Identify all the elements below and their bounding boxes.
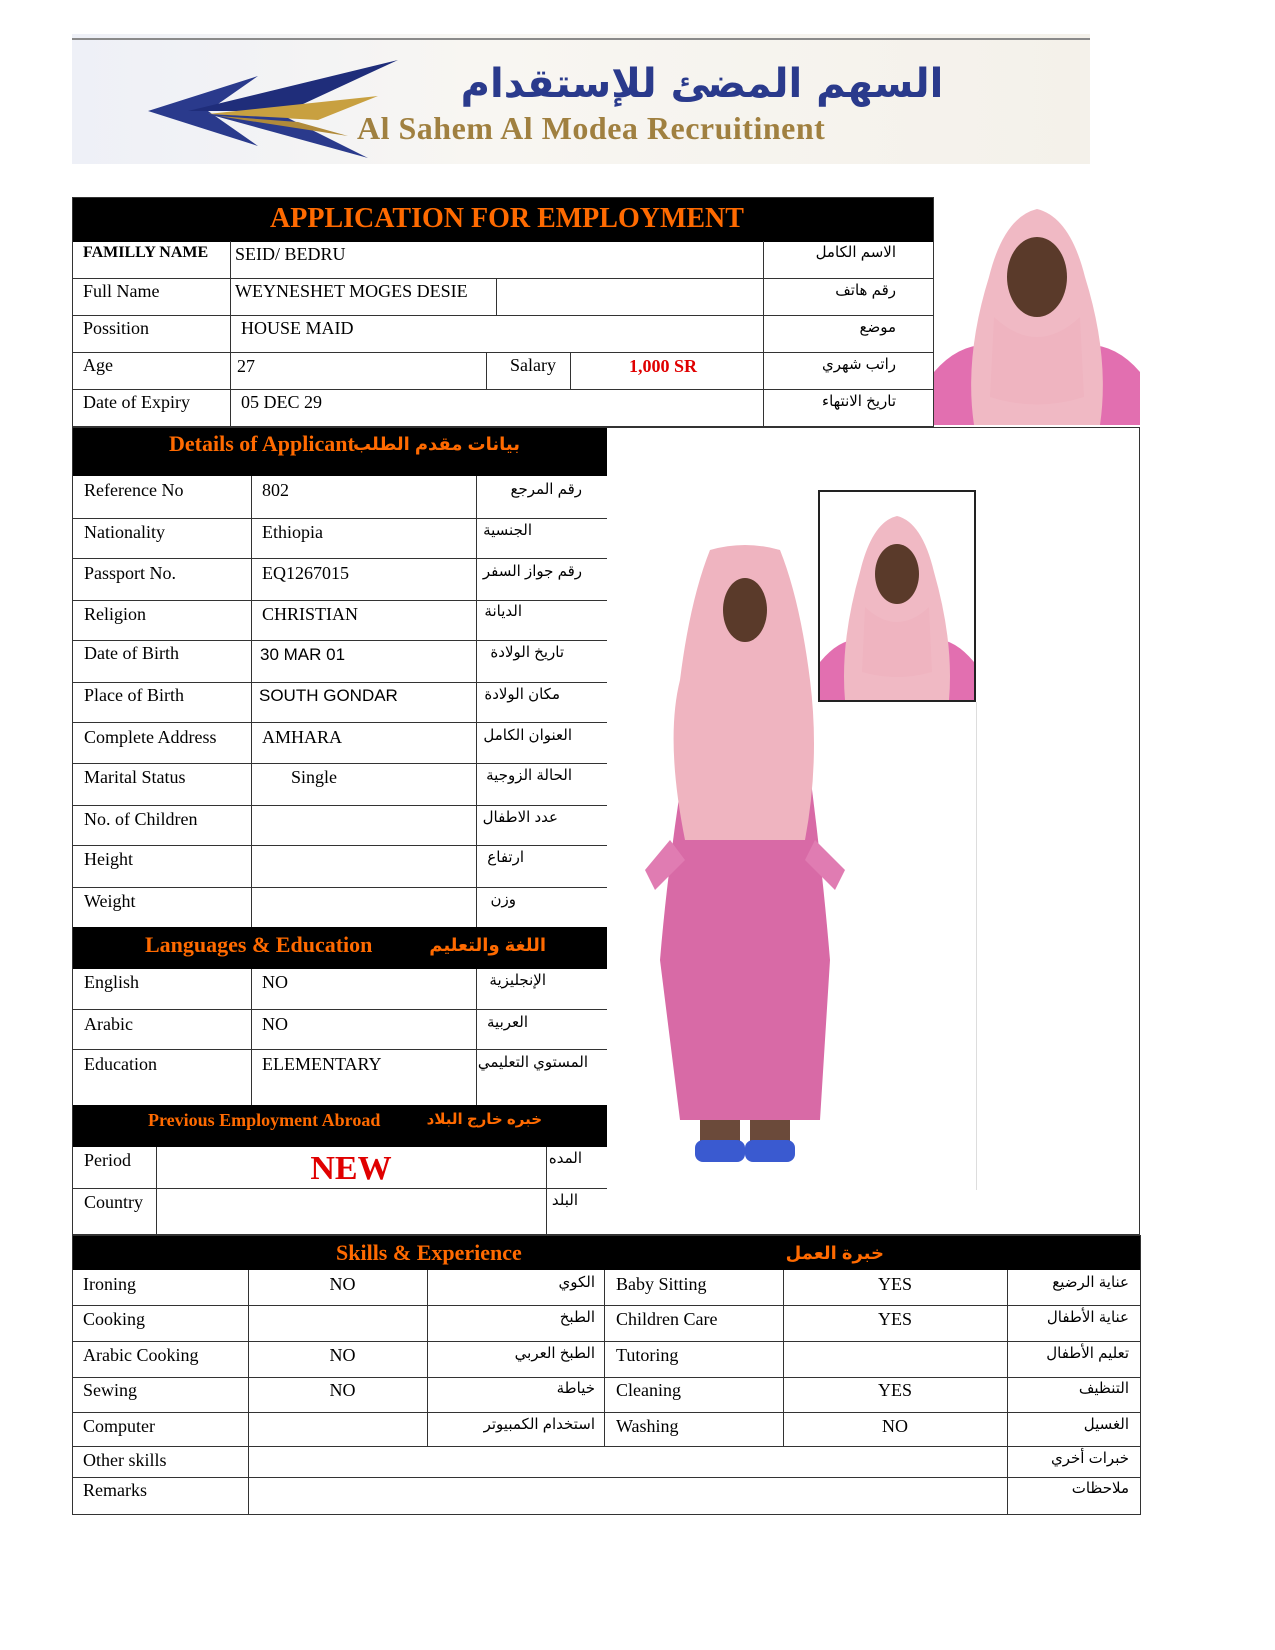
header-value-full-name: WEYNESHET MOGES DESIE [235, 281, 468, 301]
languages-title-ar: اللغة والتعليم [429, 935, 546, 955]
details-value-marital: Single [291, 767, 338, 787]
previous-title-en: Previous Employment Abroad [148, 1110, 381, 1130]
previous-value-period: NEW [310, 1150, 392, 1187]
details-ar-dob: تاريخ الولادة [490, 644, 564, 661]
header-ar-position: موضع [859, 319, 896, 336]
passport-photo [818, 490, 976, 702]
details-label-pob: Place of Birth [84, 685, 184, 705]
details-label-passport: Passport No. [84, 563, 177, 583]
header-value-age: 27 [237, 356, 255, 376]
details-title-ar: بيانات مقدم الطلب [352, 434, 520, 454]
header-label-family-name: FAMILLY NAME [83, 244, 209, 261]
details-label-height: Height [84, 849, 133, 869]
details-ar-height: ارتفاع [487, 849, 524, 866]
details-ar-nationality: الجنسية [483, 522, 532, 539]
header-label-age: Age [83, 355, 113, 375]
lang-label-arabic: Arabic [84, 1014, 133, 1034]
lang-label-education: Education [84, 1054, 157, 1074]
skills-title-en: Skills & Experience [336, 1240, 522, 1265]
languages-title-en: Languages & Education [145, 932, 373, 957]
application-title: APPLICATION FOR EMPLOYMENT [270, 203, 744, 234]
previous-label-period: Period [84, 1150, 131, 1170]
skill-value-baby-sitting: YES [877, 1274, 912, 1294]
details-ar-weight: وزن [490, 891, 516, 908]
logo-arabic-name: السهم المضئ للإستقدام [460, 61, 944, 107]
salary-label: Salary [510, 355, 556, 375]
remarks-label: Remarks [83, 1480, 147, 1500]
header-label-full-name: Full Name [83, 281, 160, 301]
details-label-dob: Date of Birth [84, 643, 179, 663]
skill-ar-tutoring: تعليم الأطفال [1046, 1345, 1129, 1362]
skill-label-tutoring: Tutoring [616, 1345, 679, 1365]
previous-ar-country: البلد [551, 1192, 578, 1209]
logo-english-name: Al Sahem Al Modea Recruitinent [357, 110, 826, 146]
details-title-en: Details of Applicant [169, 431, 355, 456]
skill-ar-cleaning: التنظيف [1078, 1380, 1129, 1397]
header-ar-expiry: تاريخ الانتهاء [822, 393, 896, 410]
skill-value-cleaning: YES [877, 1380, 912, 1400]
details-value-pob: SOUTH GONDAR [259, 686, 398, 705]
details-ar-pob: مكان الولادة [484, 686, 560, 703]
details-label-nationality: Nationality [84, 522, 165, 542]
skill-ar-arabic-cooking: الطبخ العربي [514, 1345, 595, 1362]
skill-ar-children-care: عناية الأطفال [1046, 1309, 1129, 1326]
skill-ar-cooking: الطبخ [559, 1309, 595, 1326]
details-ar-children: عدد الاطفال [482, 809, 558, 826]
headshot-photo [934, 197, 1140, 425]
lang-ar-english: الإنجليزية [489, 972, 546, 989]
previous-ar-period: المده [548, 1150, 582, 1167]
previous-title-ar: خبره خارج البلاد [426, 1111, 542, 1128]
lang-value-education: ELEMENTARY [262, 1054, 382, 1074]
lang-label-english: English [84, 972, 140, 992]
header-ar-salary: راتب شهري [822, 356, 896, 373]
details-label-reference: Reference No [84, 480, 184, 500]
other-skills-label: Other skills [83, 1450, 167, 1470]
details-ar-reference: رقم المرجع [510, 481, 582, 498]
skill-label-computer: Computer [83, 1416, 155, 1436]
header-label-position: Possition [83, 318, 150, 338]
skill-value-sewing: NO [329, 1380, 356, 1400]
details-label-weight: Weight [84, 891, 136, 911]
logo-banner [72, 34, 1090, 164]
details-label-children: No. of Children [84, 809, 198, 829]
skill-ar-computer: استخدام الكمبيوتر [483, 1416, 595, 1433]
details-ar-passport: رقم جواز السفر [482, 563, 582, 580]
details-ar-marital: الحالة الزوجية [486, 767, 572, 784]
skills-title-bar [73, 1236, 1140, 1270]
details-label-religion: Religion [84, 604, 146, 624]
skill-value-ironing: NO [329, 1274, 356, 1294]
salary-value: 1,000 SR [629, 356, 698, 376]
lang-ar-education: المستوي التعليمي [477, 1054, 588, 1071]
skill-label-ironing: Ironing [83, 1274, 136, 1294]
skill-label-children-care: Children Care [616, 1309, 718, 1329]
details-ar-religion: الديانة [484, 603, 522, 620]
skill-ar-sewing: خياطة [556, 1380, 595, 1397]
skill-ar-ironing: الكوي [558, 1274, 595, 1291]
lang-value-arabic: NO [262, 1014, 288, 1034]
skill-value-arabic-cooking: NO [329, 1345, 356, 1365]
details-value-nationality: Ethiopia [262, 522, 323, 542]
skill-label-arabic-cooking: Arabic Cooking [83, 1345, 199, 1365]
details-label-address: Complete Address [84, 727, 217, 747]
lang-ar-arabic: العربية [487, 1014, 528, 1031]
skill-label-cooking: Cooking [83, 1309, 146, 1329]
previous-label-country: Country [84, 1192, 144, 1212]
skill-label-baby-sitting: Baby Sitting [616, 1274, 707, 1294]
skill-value-washing: NO [882, 1416, 908, 1436]
header-ar-full-name: رقم هاتف [835, 282, 896, 299]
details-ar-address: العنوان الكامل [483, 727, 572, 744]
skill-value-children-care: YES [877, 1309, 912, 1329]
details-value-passport: EQ1267015 [262, 563, 349, 583]
header-value-expiry: 05 DEC 29 [241, 392, 322, 412]
skill-label-cleaning: Cleaning [616, 1380, 681, 1400]
header-label-expiry: Date of Expiry [83, 392, 190, 412]
skill-ar-washing: الغسيل [1083, 1416, 1129, 1433]
remarks-ar: ملاحظات [1071, 1480, 1129, 1497]
skills-title-ar: خبرة العمل [785, 1243, 884, 1263]
details-value-dob: 30 MAR 01 [260, 645, 346, 664]
details-value-address: AMHARA [262, 727, 343, 747]
skill-ar-baby-sitting: عناية الرضيع [1052, 1274, 1129, 1291]
skill-label-washing: Washing [616, 1416, 679, 1436]
lang-value-english: NO [262, 972, 288, 992]
header-value-family-name: SEID/ BEDRU [235, 244, 346, 264]
header-value-position: HOUSE MAID [241, 318, 354, 338]
details-value-reference: 802 [262, 480, 289, 500]
details-label-marital: Marital Status [84, 767, 186, 787]
other-skills-ar: خبرات أخري [1051, 1450, 1129, 1467]
header-ar-family-name: الاسم الكامل [815, 244, 896, 261]
skill-label-sewing: Sewing [83, 1380, 137, 1400]
details-value-religion: CHRISTIAN [262, 604, 359, 624]
